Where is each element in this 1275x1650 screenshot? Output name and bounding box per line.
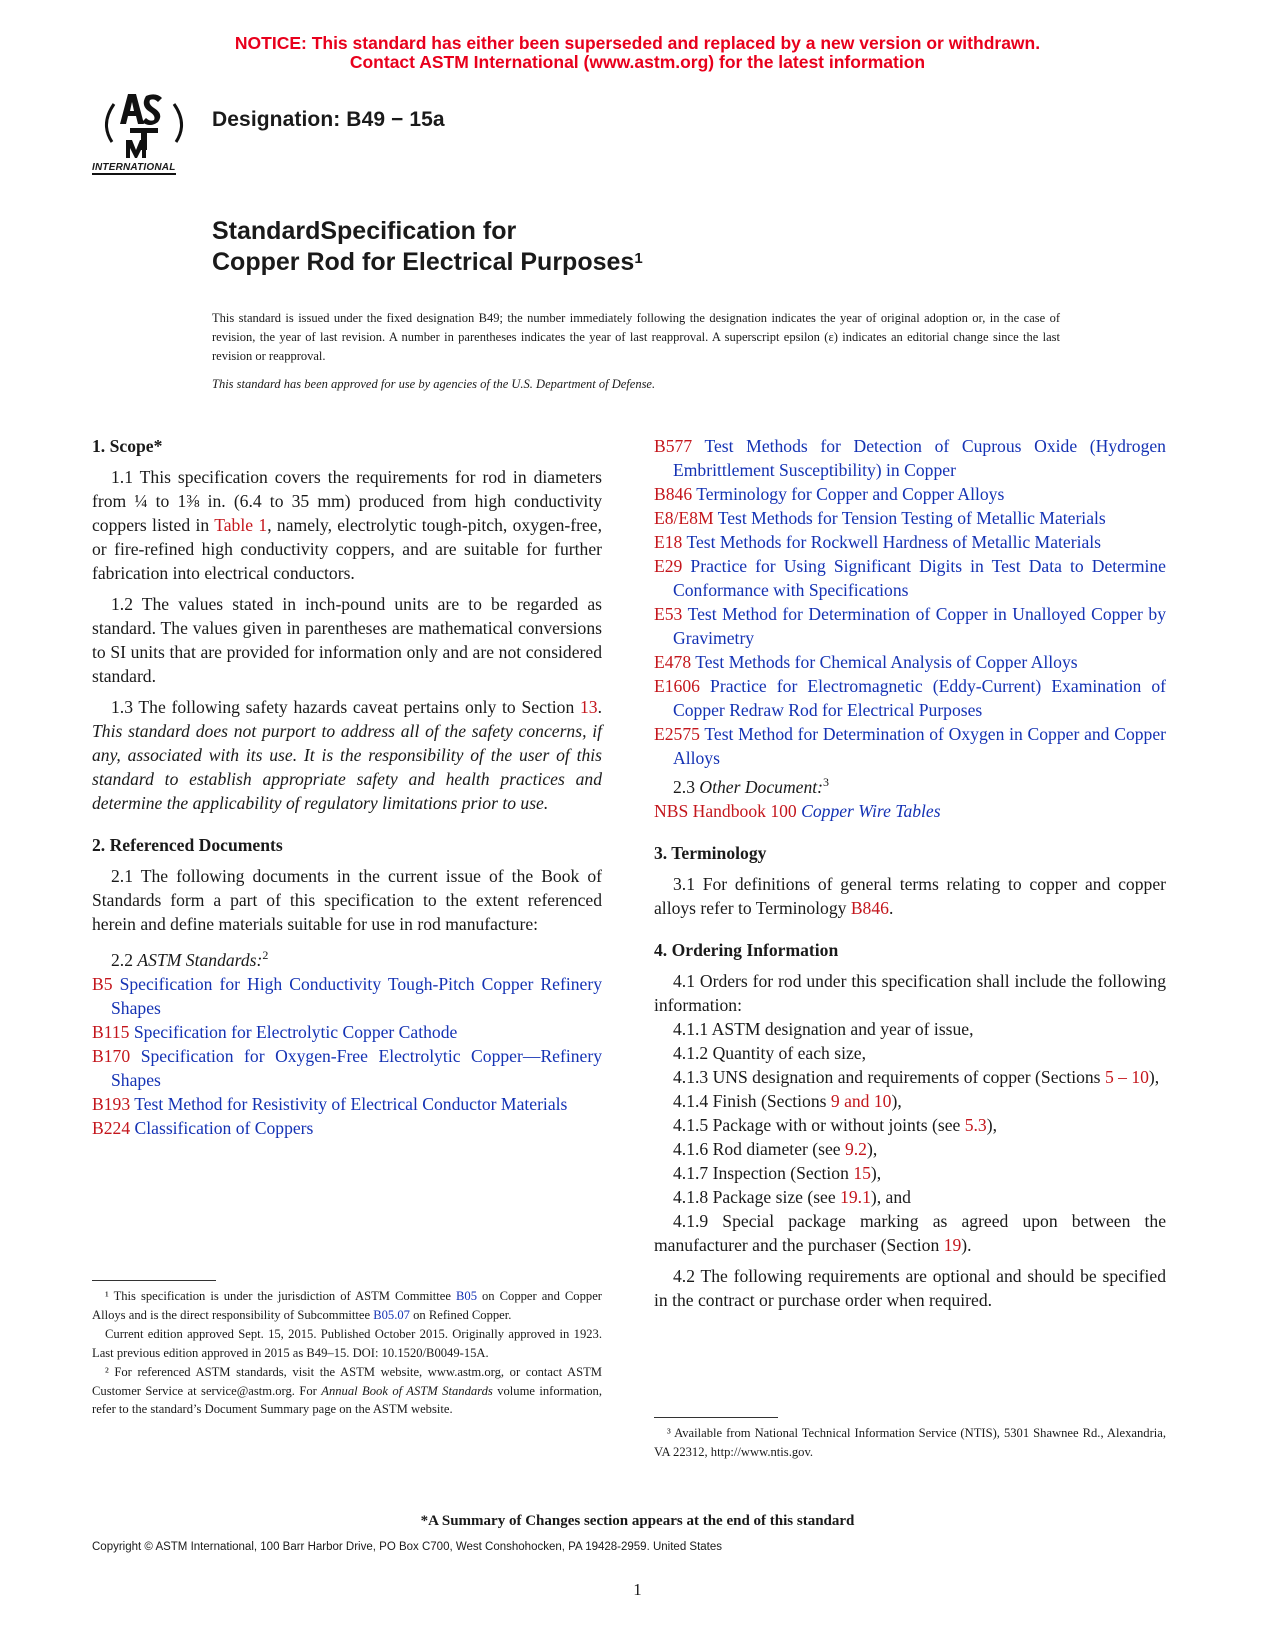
section-19-1-link[interactable]: 19.1 [840, 1186, 871, 1207]
ordering-para-4-1: 4.1 Orders for rod under this specification shall include the following information: [654, 970, 1166, 1015]
nbs-handbook-reference[interactable]: NBS Handbook 100 Copper Wire Tables [654, 800, 941, 821]
right-column [654, 434, 1166, 1319]
astm-standards-label: 2.2 ASTM Standards:$^2$ [111, 948, 269, 970]
reference-item[interactable]: B193 Test Method for Resistivity of Electrical Conductor Materials [92, 1093, 568, 1114]
reference-item[interactable]: B170 Specification for Oxygen-Free Electrolytic Copper—Refinery Shapes [92, 1045, 602, 1090]
sections-5-10-link[interactable]: 5 – 10 [1104, 1066, 1149, 1087]
reference-item[interactable]: E2575 Test Method for Determination of Oxygen in Copper and Copper Alloys [654, 724, 1166, 768]
footnote-1-edition: Current edition approved Sept. 15, 2015. Published October 2015. Originally approved in 1923. Last previous edition approved in 2015 as B49–15. DOI: 10.1520/B0049-15A. [92, 1326, 602, 1360]
subcommittee-b0507-link[interactable]: B05.07 [373, 1307, 410, 1322]
section-heading-referenced-documents: 2. Referenced Documents [92, 835, 283, 855]
committee-b05-link[interactable]: B05 [456, 1289, 477, 1303]
ordering-item: 4.1.1 ASTM designation and year of issue, [673, 1018, 974, 1039]
title-text: Copper Rod for Electrical Purposes [212, 248, 635, 276]
terminology-para-3-1: 3.1 For definitions of general terms relating to copper and copper alloys refer to Terminology B846. [654, 873, 1166, 918]
section-19-link[interactable]: 19 [943, 1234, 962, 1255]
dod-approved-note: This standard has been approved for use by agencies of the U.S. Department of Defense. [212, 377, 656, 391]
table-1-link[interactable]: Table 1 [214, 515, 268, 535]
left-column [92, 434, 602, 1140]
supersede-notice [0, 34, 1275, 72]
reference-item[interactable]: B224 Classification of Coppers [92, 1117, 314, 1138]
reference-item[interactable]: E478 Test Methods for Chemical Analysis of Copper Alloys [654, 652, 1078, 672]
ordering-item: 4.1.5 Package with or without joints (see 5.3), [673, 1114, 997, 1135]
ordering-para-4-2: 4.2 The following requirements are optional and should be specified in the contract or purchase order when required. [654, 1265, 1166, 1310]
footnote-rule [654, 1417, 778, 1418]
section-15-link[interactable]: 15 [853, 1162, 871, 1183]
ordering-item: 4.1.8 Package size (see 19.1), and [673, 1186, 911, 1207]
section-heading-scope: 1. Scope* [92, 436, 163, 456]
reference-item[interactable]: B115 Specification for Electrolytic Copper Cathode [92, 1021, 458, 1042]
astm-logo [92, 84, 196, 180]
summary-of-changes-note: *A Summary of Changes section appears at the end of this standard [420, 1513, 855, 1529]
issued-note: This standard is issued under the fixed designation B49; the number immediately following the designation indicates the year of original adoption or, in the case of revision, the year of last revision. A number in parentheses indicates the year of last reapproval. A superscript epsilon (ε) indicates an editorial change since the last revision or reapproval. [212, 311, 1060, 363]
copyright-line: Copyright © ASTM International, 100 Barr Harbor Drive, PO Box C700, West Conshohocken, PA 19428-2959. United States [92, 1541, 723, 1553]
section-heading-terminology: 3. Terminology [654, 842, 767, 863]
ordering-item: 4.1.7 Inspection (Section 15), [673, 1162, 882, 1183]
ordering-item: 4.1.6 Rod diameter (see 9.2), [673, 1138, 878, 1159]
footnote-1: ¹ This specification is under the jurisdiction of ASTM Committee B05 on Copper and Copper Alloys and is the direct responsibility of Subcommittee B05.07 on Refined Copper. [92, 1289, 602, 1322]
section-13-link[interactable]: 13 [580, 697, 598, 717]
other-document-label: 2.3 Other Document:$^3$ [673, 775, 830, 797]
reference-item[interactable]: E29 Practice for Using Significant Digits in Test Data to Determine Conformance with Specifications [654, 556, 1166, 600]
ordering-item: 4.1.9 Special package marking as agreed upon between the manufacturer and the purchaser (Section 19). [654, 1210, 1166, 1255]
logo-international-wordmark: INTERNATIONAL [92, 162, 176, 173]
referenced-para-2-1: 2.1 The following documents in the current issue of the Book of Standards form a part of this specification to the extent referenced herein and define materials suitable for use in rod manufacture: [92, 866, 602, 934]
document-title [212, 216, 643, 278]
reference-item[interactable]: B5 Specification for High Conductivity Tough-Pitch Copper Refinery Shapes [92, 973, 602, 1018]
scope-para-1-2: 1.2 The values stated in inch-pound units are to be regarded as standard. The values given in parentheses are mathematical conversions to SI units that are provided for information only and are not considered standard. [92, 594, 602, 686]
notice-line-1: NOTICE: This standard has either been superseded and replaced by a new version or withdrawn. [234, 33, 1041, 53]
title-line-2 [212, 247, 643, 278]
reference-item[interactable]: E1606 Practice for Electromagnetic (Eddy-Current) Examination of Copper Redraw Rod for Electrical Purposes [654, 676, 1166, 720]
section-9-2-link[interactable]: 9.2 [844, 1138, 867, 1159]
designation: Designation: B49 − 15a [212, 108, 445, 131]
scope-para-1-3: 1.3 The following safety hazards caveat pertains only to Section 13. This standard does not purport to address all of the safety concerns, if any, associated with its use. It is the responsibility of the user of this standard to establish appropriate safety and health practices and determine the applicability of regulatory limitations prior to use. [92, 697, 602, 813]
footnotes-left [92, 1280, 602, 1419]
ordering-item: 4.1.3 UNS designation and requirements of copper (Sections 5 – 10), [673, 1066, 1160, 1087]
reference-item[interactable]: B577 Test Methods for Detection of Cuprous Oxide (Hydrogen Embrittlement Susceptibility) in Copper [654, 436, 1166, 480]
reference-item[interactable]: E18 Test Methods for Rockwell Hardness of Metallic Materials [654, 532, 1101, 552]
footnotes-right [654, 1417, 1166, 1462]
scope-para-1-1: 1.1 This specification covers the requirements for rod in diameters from ¼ to 1⅜ in. (6.4 to 35 mm) produced from high conductivity coppers listed in Table 1, namely, electrolytic tough-pitch, oxygen-free, or fire-refined high conductivity coppers, and are suitable for further fabrication into electrical conductors. [92, 467, 602, 583]
ordering-item: 4.1.4 Finish (Sections 9 and 10), [673, 1090, 902, 1111]
title-footnote-mark[interactable]: 1 [634, 250, 643, 267]
footnote-2: ² For referenced ASTM standards, visit the ASTM website, www.astm.org, or contact ASTM Customer Service at service@astm.org. For Annual Book of ASTM Standards volume information, refer to the standard’s Document Summary page on the ASTM website. [92, 1364, 602, 1417]
notice-line-2: Contact ASTM International (www.astm.org) for the latest information [349, 52, 926, 72]
reference-item[interactable]: E8/E8M Test Methods for Tension Testing of Metallic Materials [654, 508, 1106, 528]
reference-item[interactable]: E53 Test Method for Determination of Copper in Unalloyed Copper by Gravimetry [654, 604, 1166, 648]
sections-9-10-link[interactable]: 9 and 10 [830, 1090, 892, 1111]
section-5-3-link[interactable]: 5.3 [964, 1114, 987, 1135]
footnote-rule [92, 1280, 216, 1281]
ordering-item: 4.1.2 Quantity of each size, [673, 1042, 866, 1063]
b846-link[interactable]: B846 [850, 897, 889, 918]
section-heading-ordering: 4. Ordering Information [654, 939, 839, 960]
reference-item[interactable]: B846 Terminology for Copper and Copper Alloys [654, 484, 1005, 504]
title-line-1: StandardSpecification for [212, 217, 517, 245]
footnote-3: ³ Available from National Technical Information Service (NTIS), 5301 Shawnee Rd., Alexandria, VA 22312, http://www.ntis.gov. [654, 1426, 1166, 1459]
page-number: 1 [633, 1580, 642, 1599]
